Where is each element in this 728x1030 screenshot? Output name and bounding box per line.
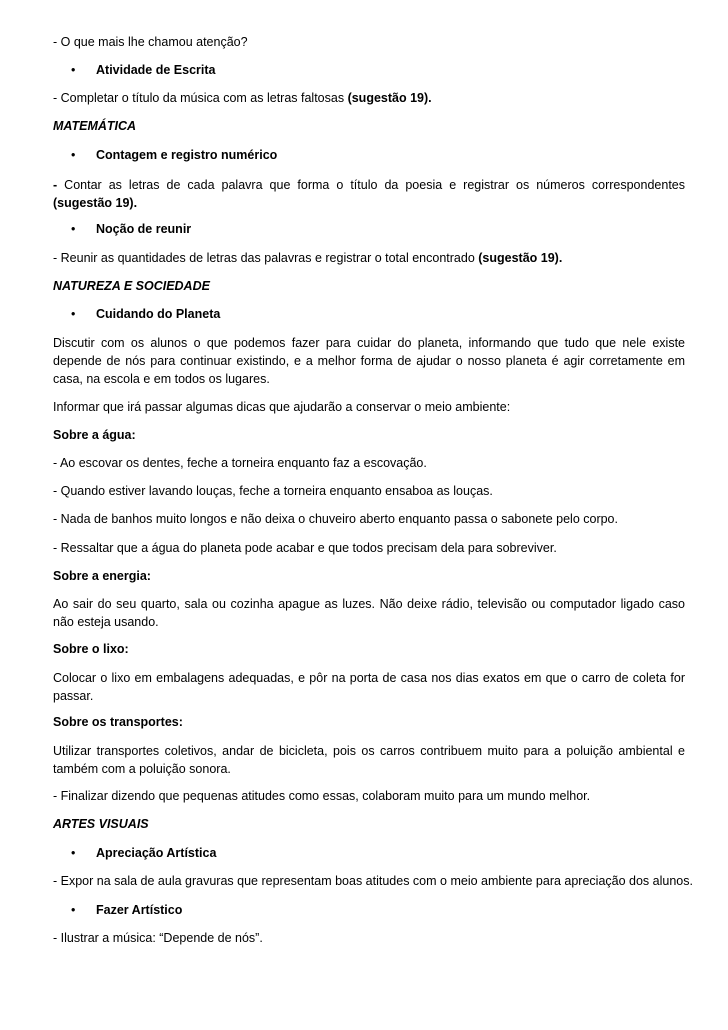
section-heading-matematica: MATEMÁTICA bbox=[53, 119, 137, 133]
trash-paragraph: Colocar o lixo em embalagens adequadas, e pôr na porta de casa nos dias exatos em que o carro de coleta for passar. bbox=[53, 671, 685, 703]
bullet-label: Cuidando do Planeta bbox=[96, 307, 221, 321]
bullet-dot: • bbox=[71, 846, 76, 860]
suggestion-ref: (sugestão 19). bbox=[478, 251, 563, 265]
instruction-line: - Ilustrar a música: “Depende de nós”. bbox=[53, 931, 263, 945]
bullet-label: Atividade de Escrita bbox=[96, 63, 216, 77]
instruction-line bbox=[53, 251, 562, 266]
instruction-line bbox=[53, 91, 432, 106]
subheading-agua: Sobre a água: bbox=[53, 428, 136, 442]
instruction-text: - Reunir as quantidades de letras das palavras e registrar o total encontrado bbox=[53, 251, 479, 265]
bullet-dot: • bbox=[71, 222, 76, 236]
tip-line: - Ao escovar os dentes, feche a torneira enquanto faz a escovação. bbox=[53, 456, 427, 470]
suggestion-ref: (sugestão 19). bbox=[53, 196, 138, 210]
instruction-paragraph bbox=[53, 176, 685, 212]
dash: - bbox=[53, 178, 58, 192]
instruction-text: - Completar o título da música com as letras faltosas bbox=[53, 91, 348, 105]
bullet-label: Contagem e registro numérico bbox=[96, 148, 278, 162]
section-heading-artes: ARTES VISUAIS bbox=[53, 817, 149, 831]
tip-line: - Nada de banhos muito longos e não deixa o chuveiro aberto enquanto passa o sabonete pelo corpo. bbox=[53, 512, 618, 526]
bullet-dot: • bbox=[71, 903, 76, 917]
subheading-lixo: Sobre o lixo: bbox=[53, 642, 129, 656]
info-line: Informar que irá passar algumas dicas que ajudarão a conservar o meio ambiente: bbox=[53, 400, 511, 414]
question-line: - O que mais lhe chamou atenção? bbox=[53, 35, 248, 49]
subheading-transportes: Sobre os transportes: bbox=[53, 715, 183, 729]
bullet-dot: • bbox=[71, 148, 76, 162]
bullet-label: Noção de reunir bbox=[96, 222, 192, 236]
tip-line: - Ressaltar que a água do planeta pode acabar e que todos precisam dela para sobreviver. bbox=[53, 541, 557, 555]
bullet-label: Fazer Artístico bbox=[96, 903, 183, 917]
transport-paragraph: Utilizar transportes coletivos, andar de bicicleta, pois os carros contribuem muito para a poluição ambiental e também com a poluição sonora. bbox=[53, 744, 685, 776]
bullet-dot: • bbox=[71, 63, 76, 77]
suggestion-ref: (sugestão 19). bbox=[347, 91, 432, 105]
section-heading-natureza: NATUREZA E SOCIEDADE bbox=[53, 279, 210, 293]
instruction-line: - Expor na sala de aula gravuras que representam boas atitudes com o meio ambiente para apreciação dos alunos. bbox=[53, 874, 693, 888]
tip-line: - Quando estiver lavando louças, feche a torneira enquanto ensaboa as louças. bbox=[53, 484, 493, 498]
bullet-dot: • bbox=[71, 307, 76, 321]
energy-paragraph: Ao sair do seu quarto, sala ou cozinha apague as luzes. Não deixe rádio, televisão ou computador ligado caso não esteja usando. bbox=[53, 597, 685, 629]
closing-line: - Finalizar dizendo que pequenas atitudes como essas, colaboram muito para um mundo melhor. bbox=[53, 789, 591, 803]
bullet-label: Apreciação Artística bbox=[96, 846, 217, 860]
subheading-energia: Sobre a energia: bbox=[53, 569, 151, 583]
instruction-text: Contar as letras de cada palavra que forma o título da poesia e registrar os números correspondentes bbox=[57, 178, 685, 192]
discussion-paragraph: Discutir com os alunos o que podemos fazer para cuidar do planeta, informando que tudo que nele existe depende de nós para continuar existindo, e a melhor forma de ajudar o nosso planeta é agir corretamente em casa, na escola e em todos os lugares. bbox=[53, 336, 685, 386]
